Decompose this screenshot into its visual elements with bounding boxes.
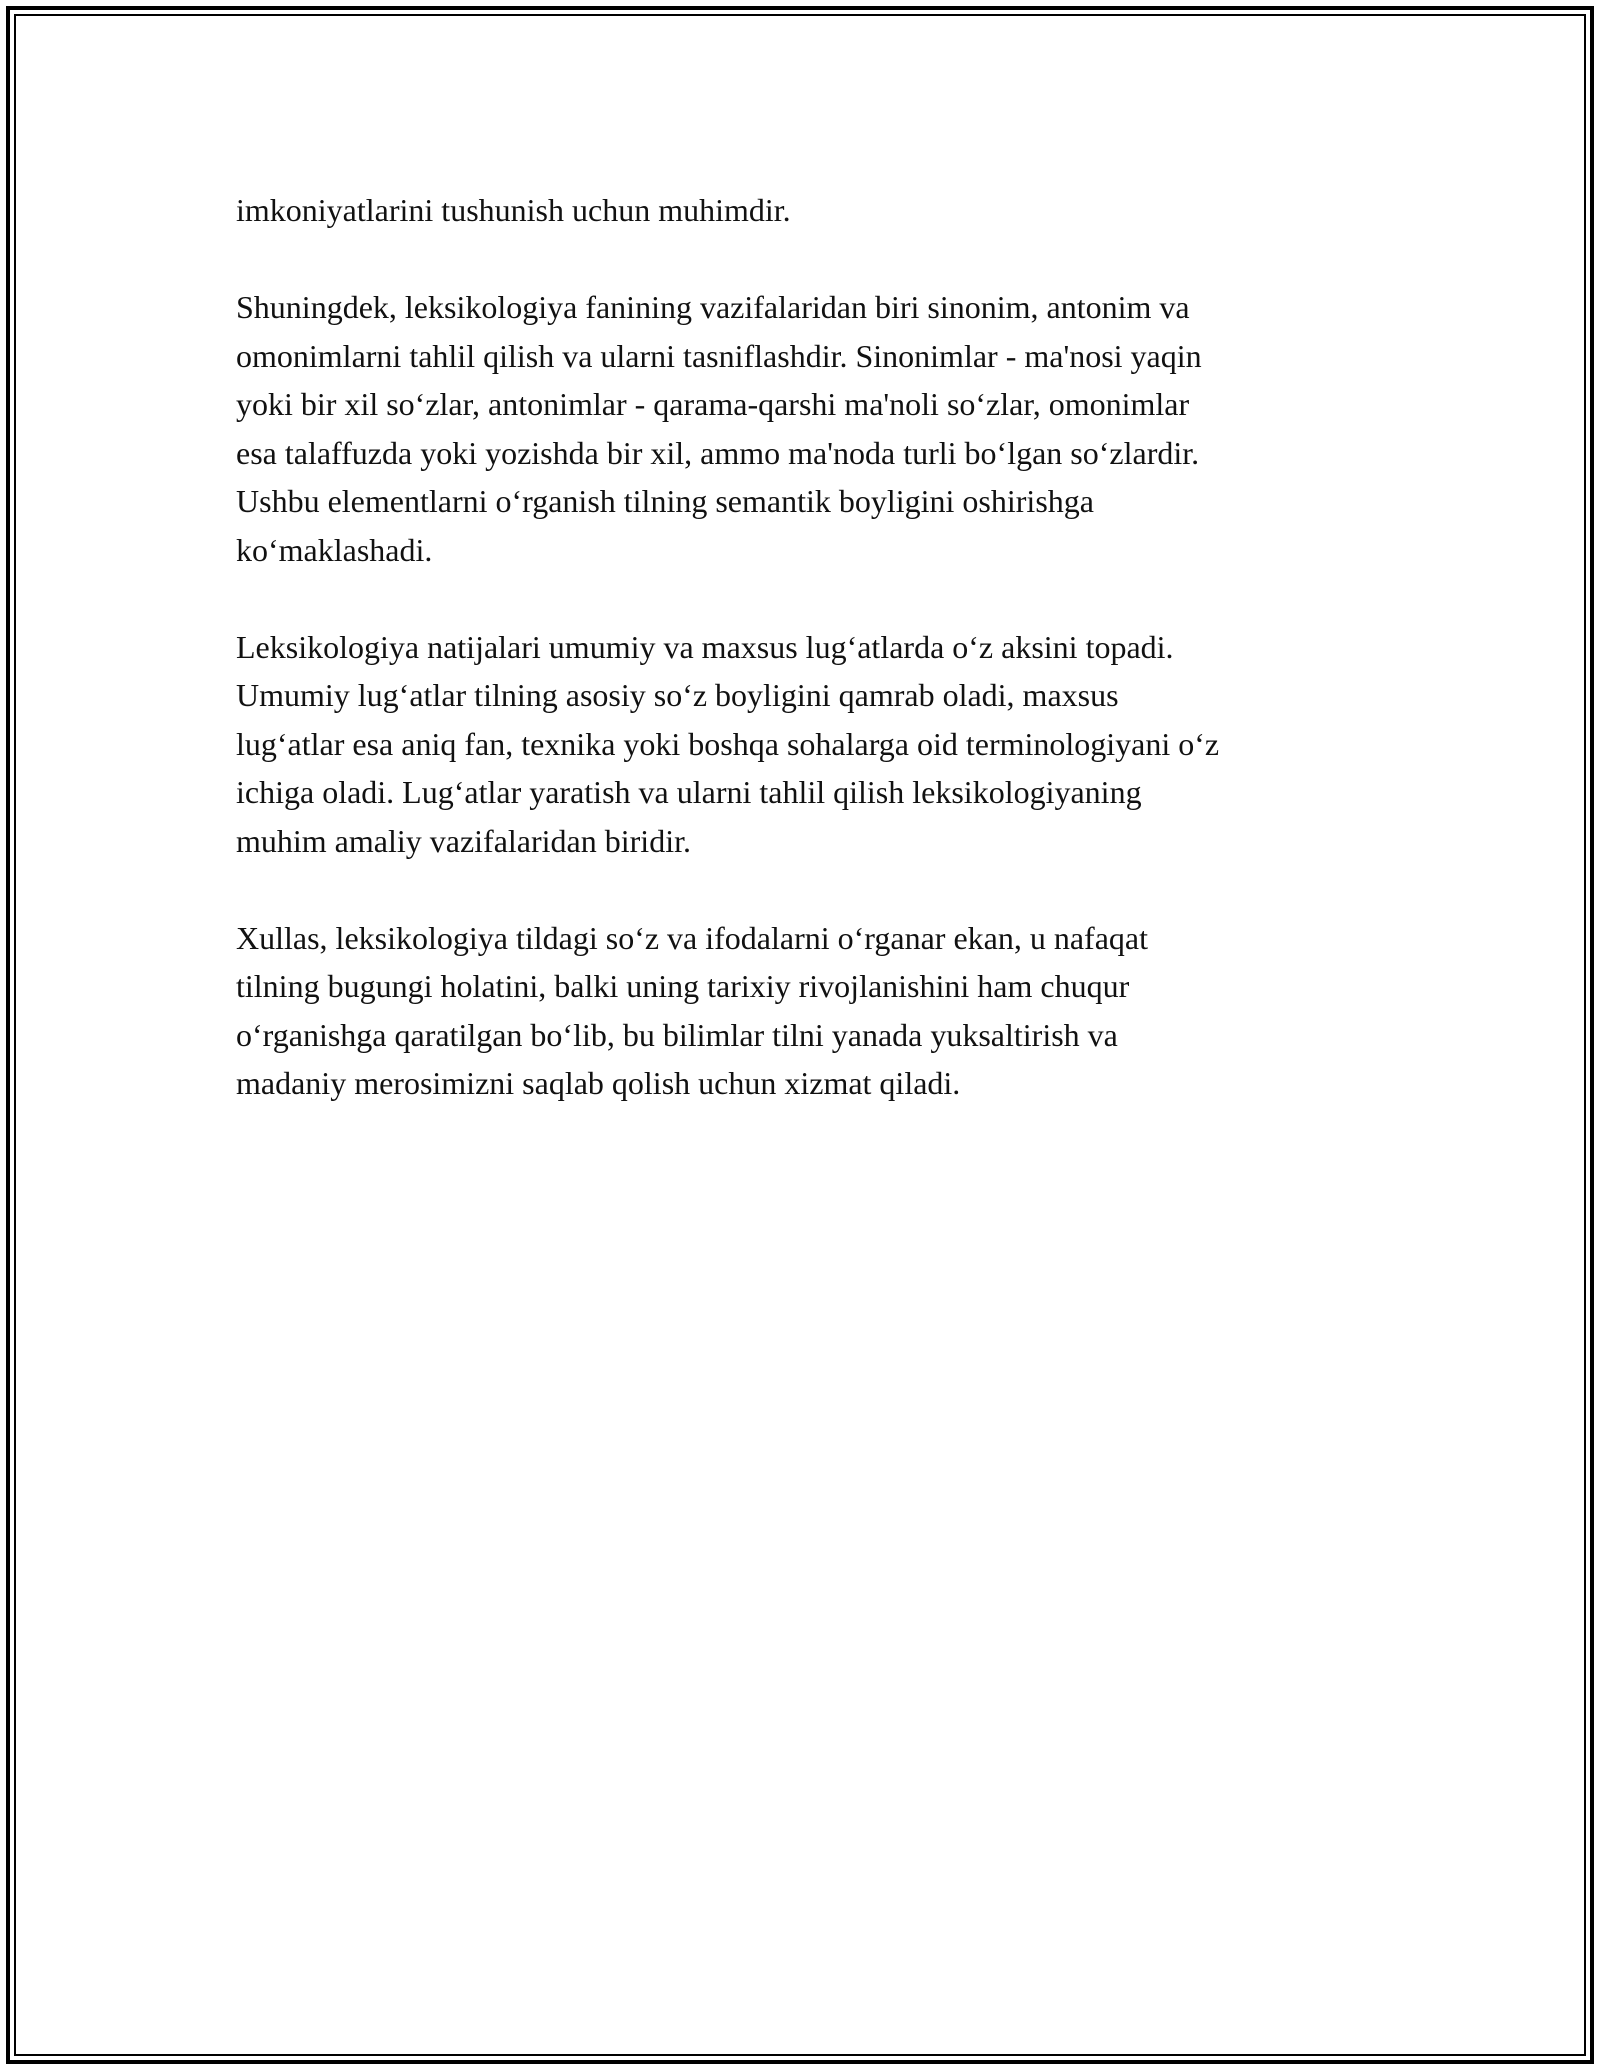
paragraph-4: [236, 914, 1376, 1108]
text-line: omonimlarni tahlil qilish va ularni tasniflashdir. Sinonimlar - ma'nosi yaqin: [236, 337, 1202, 374]
paragraph-2: [236, 283, 1376, 574]
text-line: o‘rganishga qaratilgan bo‘lib, bu bilimlar tilni yanada yuksaltirish va: [236, 1016, 1118, 1053]
text-line: ichiga oladi. Lug‘atlar yaratish va ularni tahlil qilish leksikologiyaning: [236, 774, 1142, 810]
text-line: ko‘maklashadi.: [236, 531, 433, 568]
text-line: Ushbu elementlarni o‘rganish tilning semantik boyligini oshirishga: [236, 483, 1094, 519]
text-line: Leksikologiya natijalari umumiy va maxsus lug‘atlarda o‘z aksini topadi.: [236, 628, 1174, 665]
paragraph-3: [236, 623, 1376, 866]
text-line: tilning bugungi holatini, balki uning tarixiy rivojlanishini ham chuqur: [236, 968, 1130, 1004]
text-line: esa talaffuzda yoki yozishda bir xil, ammo ma'noda turli bo‘lgan so‘zlardir.: [236, 434, 1200, 471]
text-line: yoki bir xil so‘zlar, antonimlar - qarama-qarshi ma'noli so‘zlar, omonimlar: [236, 386, 1190, 422]
document-body: [236, 186, 1376, 1156]
text-line: Xullas, leksikologiya tildagi so‘z va ifodalarni o‘rganar ekan, u nafaqat: [236, 919, 1148, 956]
text-line: muhim amaliy vazifalaridan biridir.: [236, 822, 691, 859]
paragraph-1: [236, 186, 1376, 235]
text-line: lug‘atlar esa aniq fan, texnika yoki boshqa sohalarga oid terminologiyani o‘z: [236, 725, 1220, 762]
text-line: madaniy merosimizni saqlab qolish uchun xizmat qiladi.: [236, 1065, 961, 1101]
text-line: Shuningdek, leksikologiya fanining vazifalaridan biri sinonim, antonim va: [236, 289, 1190, 325]
text-line: Umumiy lug‘atlar tilning asosiy so‘z boyligini qamrab oladi, maxsus: [236, 677, 1119, 713]
text-line: imkoniyatlarini tushunish uchun muhimdir.: [236, 192, 791, 228]
